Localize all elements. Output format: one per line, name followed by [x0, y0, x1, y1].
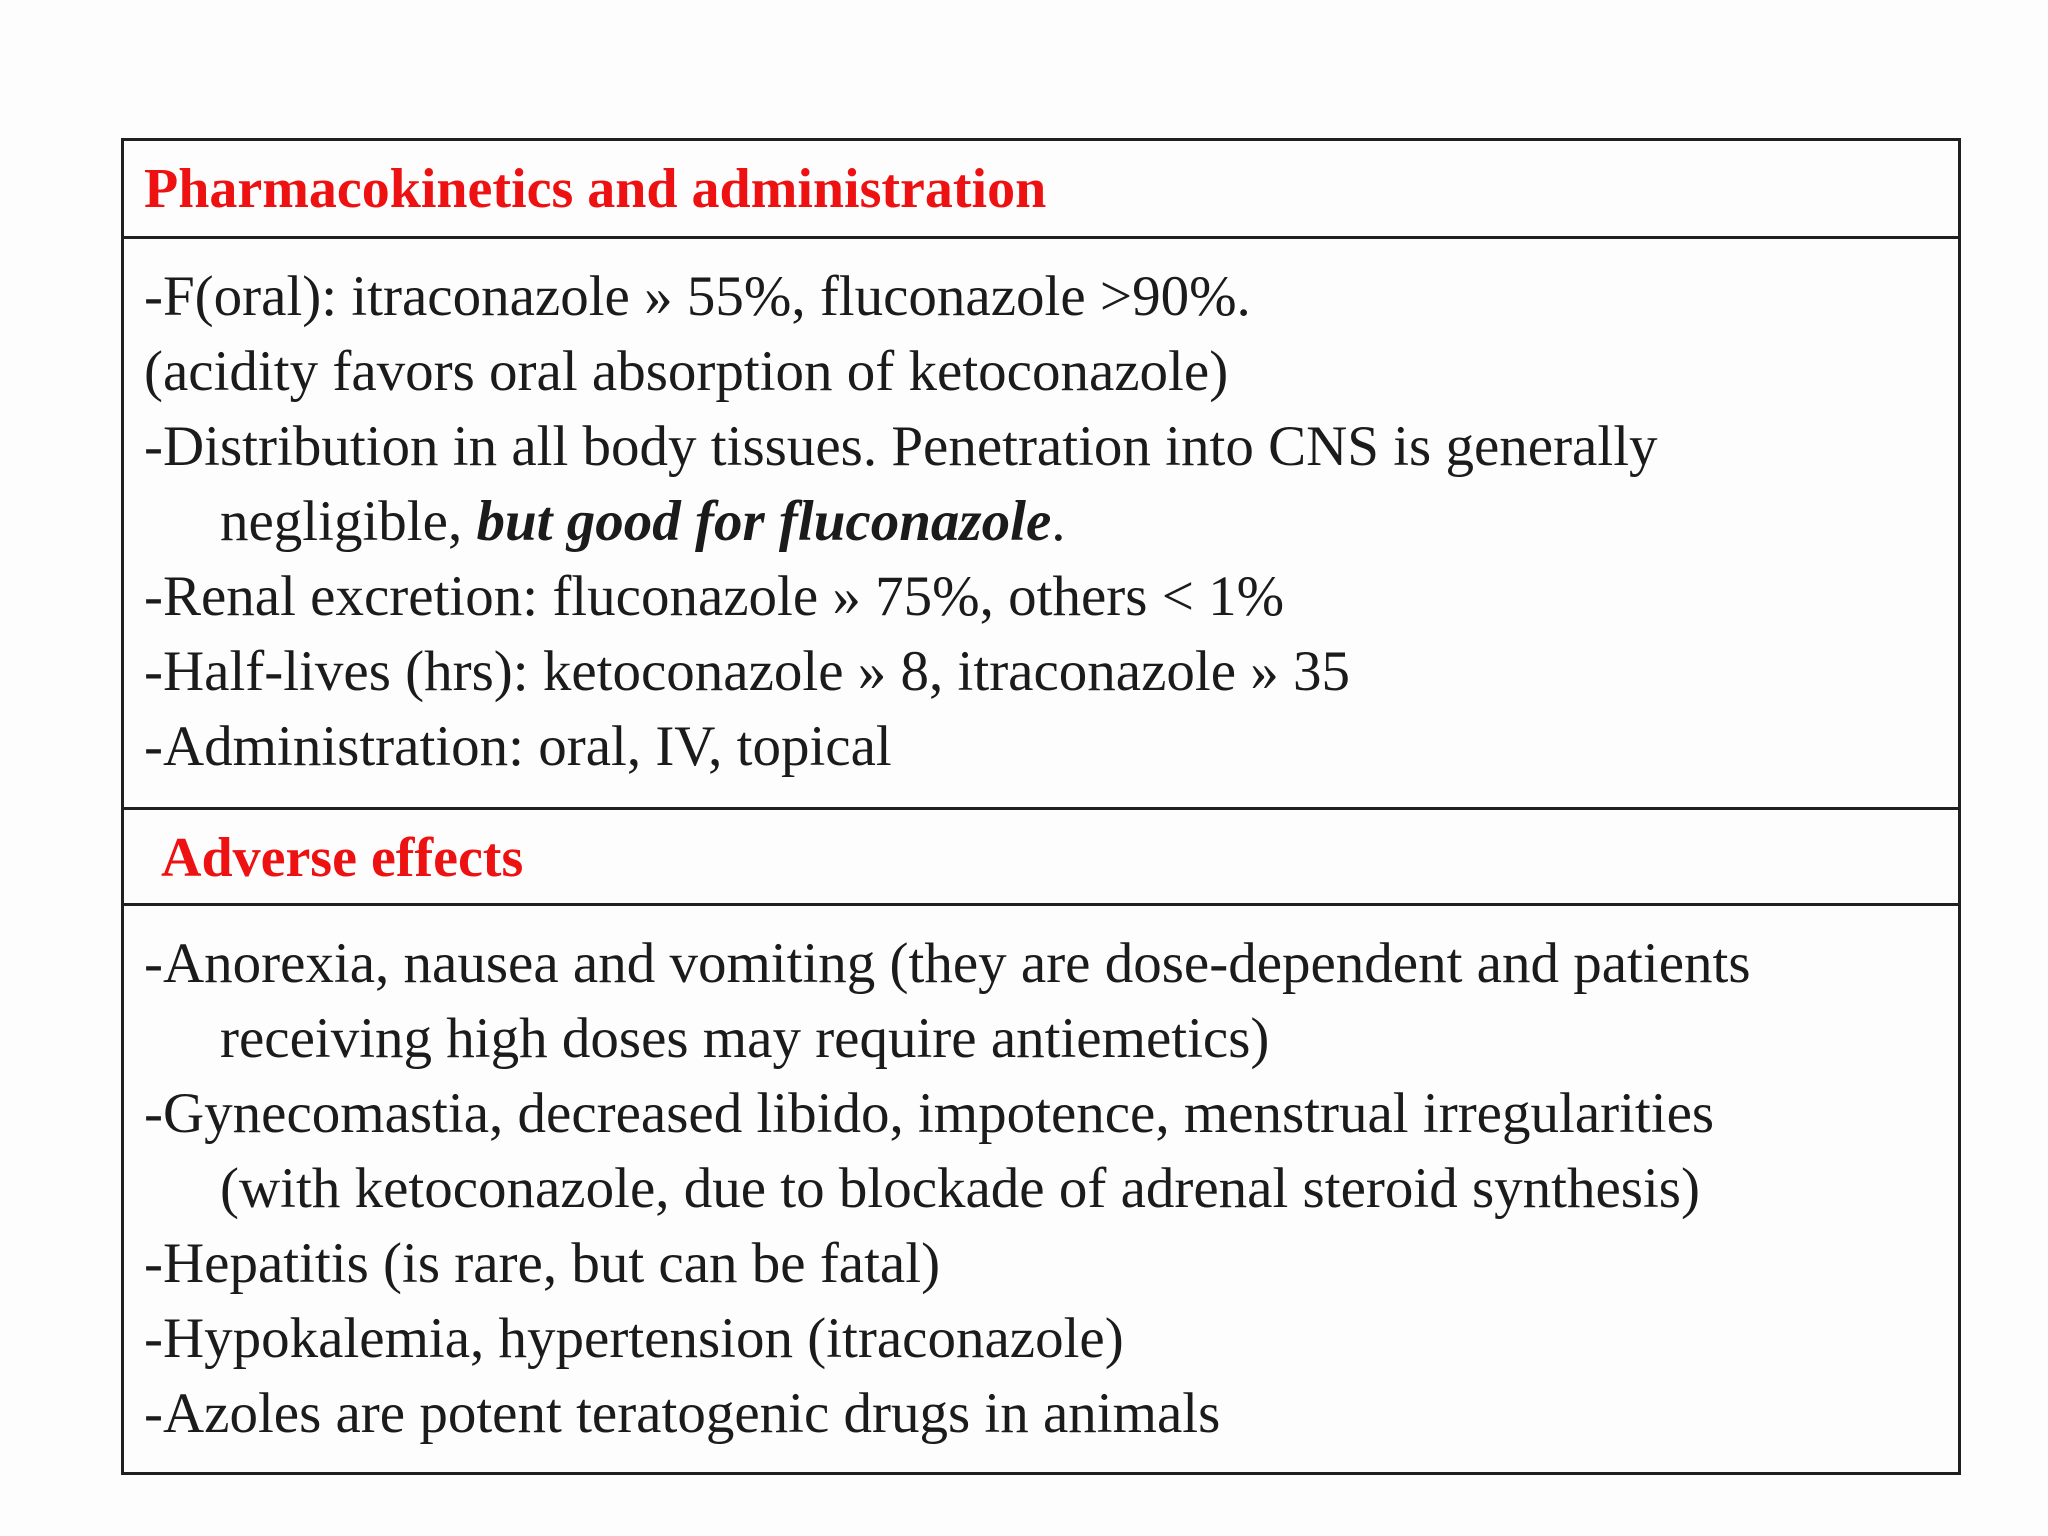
list-item [144, 484, 1938, 559]
list-item: -Distribution in all body tissues. Penetration into CNS is generally [144, 415, 1658, 478]
info-table [121, 138, 1961, 1475]
pharmacokinetics-heading: Pharmacokinetics and administration [144, 158, 1047, 220]
list-item: -Gynecomastia, decreased libido, impotence, menstrual irregularities [144, 1082, 1715, 1145]
pharmacokinetics-list [144, 259, 1938, 784]
list-item-text: negligible, [220, 490, 477, 553]
list-item: -Hepatitis (is rare, but can be fatal) [144, 1232, 941, 1295]
adverse-effects-list [144, 926, 1938, 1451]
list-item: -Administration: oral, IV, topical [144, 715, 892, 778]
list-item: (with ketoconazole, due to blockade of adrenal steroid synthesis) [220, 1157, 1700, 1220]
emphasis-text: but good for fluconazole [476, 490, 1052, 553]
adverse-effects-heading: Adverse effects [161, 827, 524, 889]
pharmacokinetics-header-cell [124, 141, 1958, 239]
list-item: -Renal excretion: fluconazole » 75%, others < 1% [144, 565, 1285, 628]
list-item: -Half-lives (hrs): ketoconazole » 8, itraconazole » 35 [144, 640, 1351, 703]
list-item: -Azoles are potent teratogenic drugs in animals [144, 1382, 1221, 1445]
list-item: (acidity favors oral absorption of ketoconazole) [144, 340, 1229, 403]
list-item-text: . [1051, 490, 1066, 553]
list-item: receiving high doses may require antiemetics) [220, 1007, 1270, 1070]
adverse-effects-header-cell [124, 810, 1958, 906]
list-item: -F(oral): itraconazole » 55%, fluconazole >90%. [144, 265, 1251, 328]
adverse-effects-body-cell [124, 906, 1958, 1472]
list-item: -Hypokalemia, hypertension (itraconazole) [144, 1307, 1124, 1370]
pharmacokinetics-body-cell [124, 239, 1958, 810]
list-item: -Anorexia, nausea and vomiting (they are dose-dependent and patients [144, 932, 1751, 995]
